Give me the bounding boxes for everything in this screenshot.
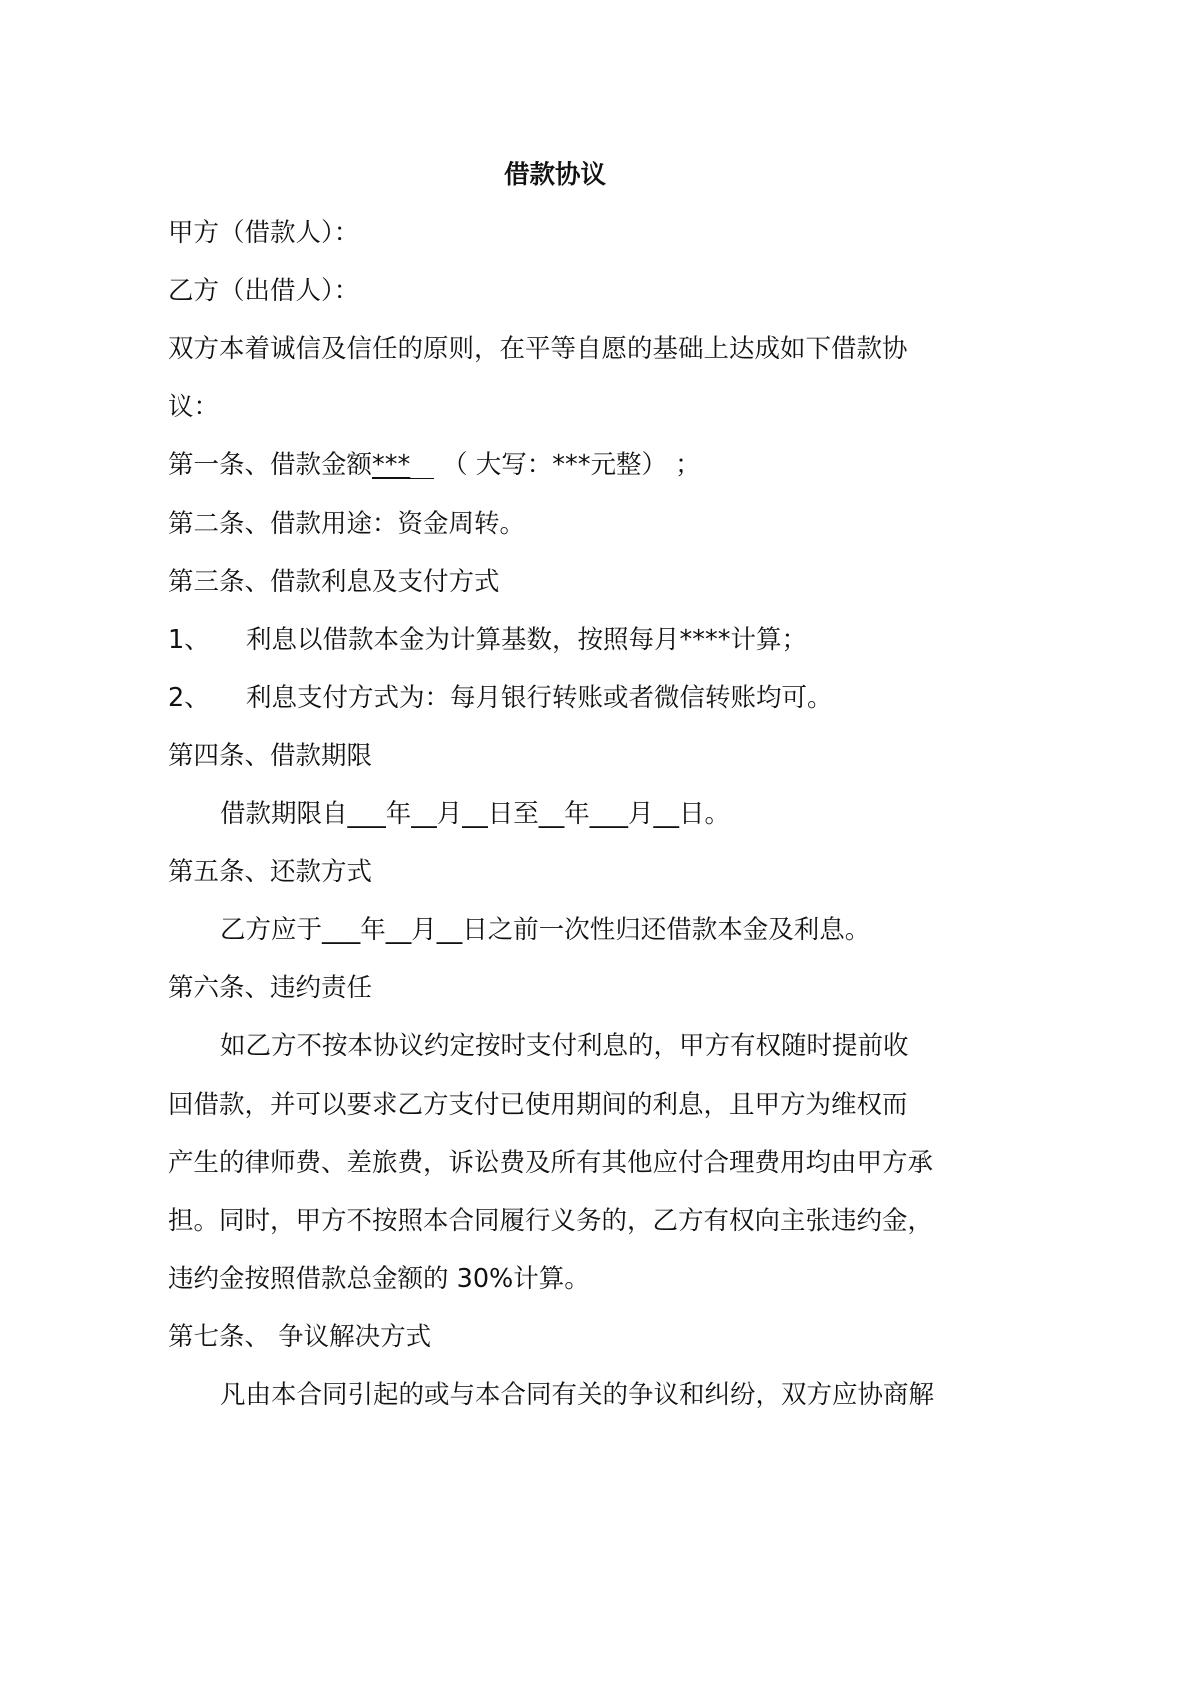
article-6-body-line: 产生的律师费、差旅费，诉讼费及所有其他应付合理费用均由甲方承	[168, 1147, 934, 1178]
article-6-body-line: 担。同时，甲方不按照本合同履行义务的，乙方有权向主张违约金，	[168, 1205, 934, 1236]
document-title: 借款协议	[503, 160, 606, 190]
item-number: 1、	[168, 624, 210, 655]
party-a-line: 甲方（借款人）：	[168, 218, 360, 249]
article-3-item	[168, 669, 942, 727]
party-b-line: 乙方（出借人）：	[168, 276, 360, 307]
article-1-suffix: （ 大写：***元整） ；	[434, 450, 701, 481]
article-3-item	[168, 611, 942, 669]
preamble-line: 议：	[168, 392, 220, 423]
article-5-body: 乙方应于___年__月__日之前一次性归还借款本金及利息。	[220, 915, 871, 946]
article-2-line: 第二条、借款用途：资金周转。	[168, 508, 526, 539]
article-5-heading: 第五条、还款方式	[168, 857, 373, 888]
article-4-body: 借款期限自___年__月__日至__年___月__日。	[220, 799, 731, 830]
article-6-heading: 第六条、违约责任	[168, 973, 373, 1004]
article-7-heading: 第七条、 争议解决方式	[168, 1321, 432, 1352]
article-4-heading: 第四条、借款期限	[168, 740, 373, 771]
article-3-heading: 第三条、借款利息及支付方式	[168, 566, 500, 597]
article-7-body-line: 凡由本合同引起的或与本合同有关的争议和纠纷，双方应协商解	[220, 1379, 935, 1410]
preamble-line: 双方本着诚信及信任的原则，在平等自愿的基础上达成如下借款协	[168, 334, 908, 365]
loan-amount-field: ***	[372, 450, 434, 479]
article-1-line	[168, 436, 942, 494]
article-6-body-line: 回借款，并可以要求乙方支付已使用期间的利息，且甲方为维权而	[168, 1089, 908, 1120]
article-6-body-line: 违约金按照借款总金额的 30%计算。	[168, 1263, 590, 1294]
article-1-prefix: 第一条、借款金额	[168, 450, 373, 481]
article-6-body-line: 如乙方不按本协议约定按时支付利息的，甲方有权随时提前收	[220, 1031, 909, 1062]
item-text: 利息以借款本金为计算基数，按照每月****计算；	[246, 624, 808, 655]
item-number: 2、	[168, 682, 210, 713]
document-page	[168, 146, 942, 1424]
item-text: 利息支付方式为：每月银行转账或者微信转账均可。	[246, 682, 833, 713]
